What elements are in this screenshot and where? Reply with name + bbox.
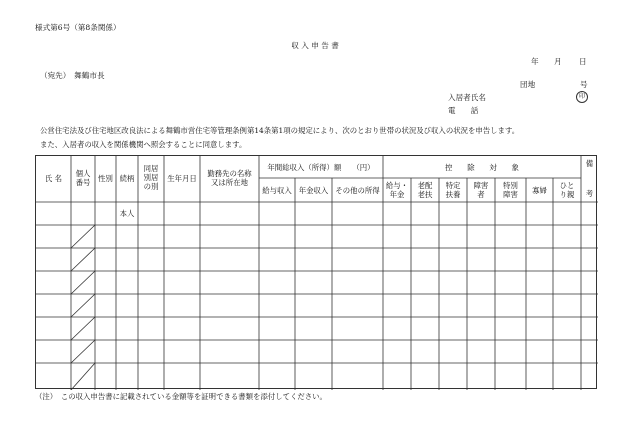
date-month-label: 月 bbox=[554, 57, 562, 66]
table-row[interactable] bbox=[36, 271, 598, 294]
date-day-label: 日 bbox=[579, 57, 587, 66]
header-personal-number: 個人 番号 bbox=[75, 169, 91, 187]
phone-label: 電 話 bbox=[448, 106, 479, 115]
header-deductions: 控 除 対 象 bbox=[445, 163, 519, 172]
building-label: 団地 bbox=[520, 80, 536, 89]
header-gender: 性別 bbox=[98, 174, 113, 183]
header-special-dependent: 特定 扶養 bbox=[445, 181, 461, 199]
header-salary-pension: 給与・ 年金 bbox=[385, 181, 409, 199]
declaration-text-line2: また、入居者の収入を関係機関へ照会することに同意します。 bbox=[40, 140, 247, 149]
header-disabled: 障害 者 bbox=[473, 181, 489, 199]
page-title: 収 入 申 告 書 bbox=[291, 41, 339, 50]
header-name: 氏 名 bbox=[44, 174, 63, 183]
table-row[interactable] bbox=[36, 248, 598, 271]
declaration-text-line1: 公営住宅法及び住宅地区改良法による舞鶴市営住宅等管理条例第14条第1項の規定により、次のとおり世帯の状況及び収入の状況を申告します。 bbox=[40, 126, 520, 135]
header-birthdate: 生年月日 bbox=[167, 174, 197, 183]
addressee: （宛先） 舞鶴市長 bbox=[40, 71, 105, 80]
date-year-label: 年 bbox=[531, 57, 539, 66]
unit-label: 号 bbox=[580, 80, 588, 89]
header-remarks: 備 bbox=[585, 159, 594, 168]
table-row[interactable] bbox=[36, 225, 598, 248]
footnote: （注） この収入申告書に記載されている金額等を証明できる書類を添付してください。 bbox=[35, 392, 327, 401]
header-single-parent: ひと り親 bbox=[559, 181, 575, 199]
header-special-disabled: 特別 障害 bbox=[503, 181, 518, 199]
header-remarks-2: 考 bbox=[585, 189, 594, 198]
header-salary-income: 給与収入 bbox=[262, 186, 292, 195]
header-relation: 続柄 bbox=[119, 174, 135, 183]
table-row[interactable] bbox=[36, 294, 598, 317]
form-number: 様式第6号（第8条関係） bbox=[35, 23, 121, 32]
table-row[interactable] bbox=[36, 202, 598, 225]
header-other-income: その他の所得 bbox=[335, 186, 380, 195]
seal-mark: 印 bbox=[576, 91, 588, 103]
header-cohabit: 同居 別居 の別 bbox=[143, 164, 159, 191]
income-declaration-table bbox=[35, 155, 597, 389]
header-pension-income: 年金収入 bbox=[298, 186, 329, 195]
header-workplace: 勤務先の名称 又は所在地 bbox=[207, 169, 252, 187]
table-row[interactable] bbox=[36, 340, 598, 363]
header-widow: 寡婦 bbox=[532, 186, 547, 195]
applicant-name-label: 入居者氏名 bbox=[448, 93, 486, 102]
table-row[interactable] bbox=[36, 363, 598, 390]
row1-relation: 本人 bbox=[119, 209, 135, 218]
header-annual-income: 年間総収入（所得）額 （円） bbox=[267, 163, 375, 172]
table-row[interactable] bbox=[36, 317, 598, 340]
header-elderly-dependent: 老配 老扶 bbox=[417, 181, 433, 199]
